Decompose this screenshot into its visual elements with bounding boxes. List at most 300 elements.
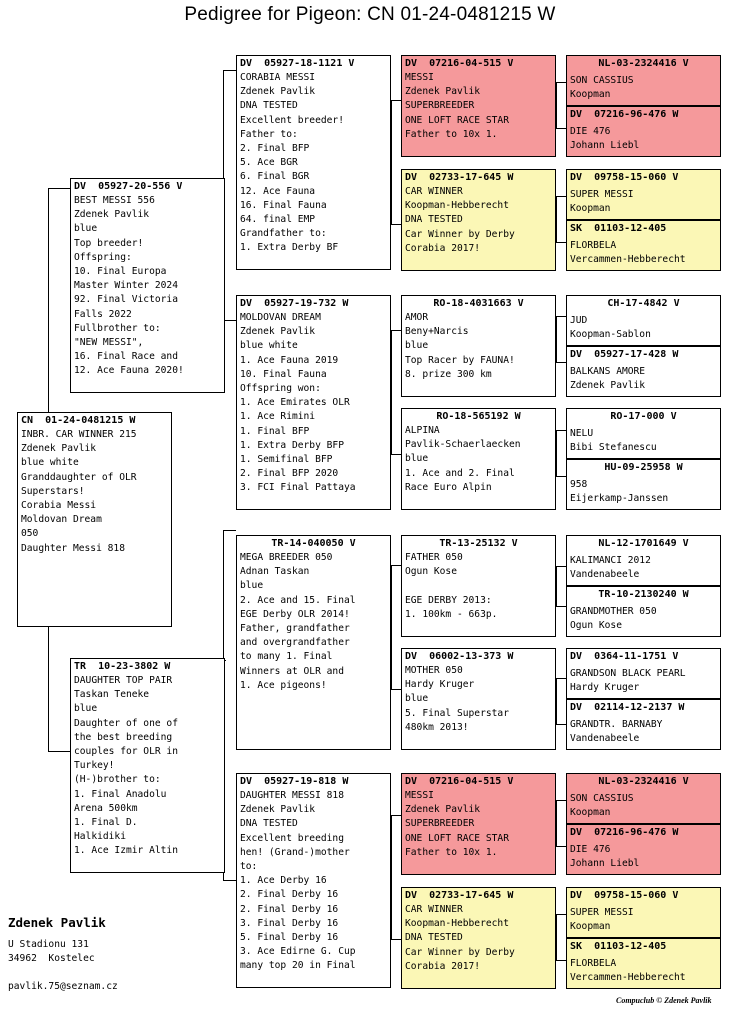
- ring-number: DV 07216-04-515 V: [405, 58, 514, 69]
- connector: [391, 330, 392, 454]
- card-line: Zdenek Pavlik: [240, 86, 316, 98]
- pigeon-card-sire-dam[interactable]: [236, 295, 391, 510]
- card-line: Father, grandfather: [240, 623, 350, 635]
- card-line: Father to:: [240, 128, 298, 140]
- connector: [556, 914, 566, 915]
- card-line: Corabia 2017!: [405, 960, 481, 972]
- pigeon-card-sss[interactable]: [401, 55, 556, 157]
- card-lines: [570, 792, 717, 820]
- card-lines: [570, 365, 717, 393]
- card-line: 10. Final Fauna: [240, 368, 327, 380]
- card-line: Daughter of one of: [74, 717, 178, 729]
- card-line: 1. Ace Rimini: [240, 411, 316, 423]
- card-line: Vercammen-Hebberecht: [570, 972, 686, 984]
- connector: [48, 188, 70, 189]
- card-line: 3. Ace Edirne G. Cup: [240, 946, 356, 958]
- pigeon-card-g5-7[interactable]: [566, 408, 721, 459]
- connector: [48, 627, 49, 751]
- card-line: Race Euro Alpin: [405, 481, 492, 493]
- card-line: Koopman-Sablon: [570, 329, 651, 341]
- connector: [556, 316, 557, 362]
- card-line: MEGA BREEDER 050: [240, 552, 333, 563]
- card-line: Grandfather to:: [240, 228, 327, 240]
- card-lines: [405, 311, 552, 382]
- connector: [556, 430, 566, 431]
- pigeon-card-g5-14[interactable]: [566, 824, 721, 875]
- pigeon-card-sdd[interactable]: [401, 408, 556, 510]
- card-line: blue white: [21, 457, 79, 469]
- card-line: Beny+Narcis: [405, 326, 469, 338]
- pigeon-card-g5-16[interactable]: [566, 938, 721, 989]
- card-line: Hardy Kruger: [570, 682, 640, 694]
- card-line: SUPERBREEDER: [405, 100, 475, 112]
- card-line: Master Winter 2024: [74, 280, 178, 292]
- card-lines: [74, 674, 221, 859]
- card-line: GRANDSON BLACK PEARL: [570, 668, 686, 679]
- card-line: Top Racer by FAUNA!: [405, 354, 515, 366]
- card-line: Ogun Kose: [570, 620, 622, 632]
- card-line: 1. Ace and 2. Final: [405, 467, 515, 479]
- card-line: Ogun Kose: [405, 566, 457, 578]
- card-line: Daughter Messi 818: [21, 542, 125, 554]
- card-line: DIE 476: [570, 844, 611, 855]
- card-line: 2. Final Derby 16: [240, 889, 339, 901]
- pigeon-card-sds[interactable]: [401, 295, 556, 397]
- card-line: blue: [405, 693, 429, 705]
- ring-number: DV 02114-12-2137 W: [570, 702, 685, 713]
- pigeon-card-dds[interactable]: [401, 773, 556, 875]
- connector: [391, 565, 392, 689]
- connector: [556, 678, 566, 679]
- card-line: INBR. CAR WINNER 215: [21, 429, 137, 440]
- ring-number: TR-14-040050 V: [271, 538, 356, 549]
- card-line: 1. Final D.: [74, 817, 138, 829]
- pigeon-card-subject[interactable]: [17, 412, 172, 627]
- ring-number: DV 02733-17-645 W: [405, 172, 514, 183]
- card-lines: [570, 188, 717, 216]
- card-line: Bibi Stefanescu: [570, 442, 657, 454]
- card-line: Zdenek Pavlik: [570, 380, 646, 392]
- card-line: blue: [405, 453, 429, 465]
- connector: [223, 530, 224, 660]
- card-lines: [570, 74, 717, 102]
- card-line: Eijerkamp-Janssen: [570, 493, 669, 505]
- card-line: MESSI: [405, 72, 434, 83]
- connector: [391, 815, 392, 939]
- card-line: 1. Ace Emirates OLR: [240, 397, 350, 409]
- owner-name: Zdenek Pavlik: [8, 915, 106, 930]
- connector: [556, 128, 566, 129]
- card-line: 480km 2013!: [405, 721, 469, 733]
- card-line: blue white: [240, 340, 298, 352]
- card-lines: [570, 239, 717, 267]
- ring-number: SK 01103-12-405: [570, 223, 667, 234]
- card-line: 2. Final BFP 2020: [240, 468, 339, 480]
- connector: [556, 914, 557, 960]
- card-line: 16. Final Race and: [74, 351, 178, 363]
- card-line: DNA TESTED: [240, 100, 298, 112]
- connector: [556, 846, 566, 847]
- card-line: Corabia Messi: [21, 500, 97, 512]
- card-line: AMOR: [405, 312, 429, 323]
- pigeon-card-g5-3[interactable]: [566, 169, 721, 220]
- card-line: 5. Ace BGR: [240, 157, 298, 169]
- connector: [556, 316, 566, 317]
- card-line: Fullbrother to:: [74, 322, 161, 334]
- card-lines: [240, 551, 387, 693]
- card-line: BEST MESSI 556: [74, 195, 155, 206]
- card-line: ALPINA: [405, 425, 440, 436]
- pigeon-card-g5-5[interactable]: [566, 295, 721, 346]
- connector: [391, 100, 401, 101]
- card-line: 12. Ace Fauna 2020!: [74, 365, 184, 377]
- card-line: NELU: [570, 428, 594, 439]
- card-line: Zdenek Pavlik: [74, 209, 150, 221]
- card-line: Superstars!: [21, 485, 85, 497]
- card-line: DIE 476: [570, 126, 611, 137]
- card-line: Turkey!: [74, 760, 115, 772]
- card-line: Koopman: [570, 89, 611, 101]
- pigeon-card-ssd[interactable]: [401, 169, 556, 271]
- owner-address-street: U Stadionu 131: [8, 939, 89, 950]
- card-line: 1. Final BFP: [240, 425, 310, 437]
- card-line: MESSI: [405, 790, 434, 801]
- pigeon-card-sire-sire[interactable]: [236, 55, 391, 270]
- connector: [391, 330, 401, 331]
- card-line: Johann Liebl: [570, 858, 640, 870]
- card-lines: [570, 554, 717, 582]
- card-line: 5. Final Superstar: [405, 707, 509, 719]
- ring-number: SK 01103-12-405: [570, 941, 667, 952]
- card-line: 2. Final Derby 16: [240, 903, 339, 915]
- card-line: DAUGHTER TOP PAIR: [74, 675, 173, 686]
- card-line: (H-)brother to:: [74, 774, 161, 786]
- card-lines: [405, 71, 552, 142]
- card-line: 1. 100km - 663p.: [405, 608, 498, 620]
- pigeon-card-g5-13[interactable]: [566, 773, 721, 824]
- connector: [391, 939, 401, 940]
- card-line: Granddaughter of OLR: [21, 471, 137, 483]
- card-line: SON CASSIUS: [570, 75, 634, 86]
- card-lines: [570, 667, 717, 695]
- card-line: Offspring:: [74, 251, 132, 263]
- connector: [391, 815, 401, 816]
- owner-address-city: 34962 Kostelec: [8, 953, 95, 964]
- ring-number: DV 02733-17-645 W: [405, 890, 514, 901]
- card-line: couples for OLR in: [74, 746, 178, 758]
- card-lines: [570, 906, 717, 934]
- pigeon-card-g5-15[interactable]: [566, 887, 721, 938]
- ring-number: HU-09-25958 W: [604, 462, 683, 473]
- connector: [556, 724, 566, 725]
- card-lines: [570, 605, 717, 633]
- connector: [556, 196, 557, 242]
- card-line: SUPER MESSI: [570, 907, 634, 918]
- card-line: BALKANS AMORE: [570, 366, 646, 377]
- ring-number: DV 05927-18-1121 V: [240, 58, 355, 69]
- card-lines: [570, 125, 717, 153]
- connector: [556, 800, 566, 801]
- card-line: 6. Final BGR: [240, 171, 310, 183]
- card-line: Father to 10x 1.: [405, 846, 498, 858]
- connector: [48, 188, 49, 412]
- card-line: 8. prize 300 km: [405, 368, 492, 380]
- connector: [556, 82, 566, 83]
- page-title: Pedigree for Pigeon: CN 01-24-0481215 W: [184, 4, 556, 25]
- card-line: Car Winner by Derby: [405, 946, 515, 958]
- card-line: Excellent breeding: [240, 832, 344, 844]
- card-line: Excellent breeder!: [240, 114, 344, 126]
- card-line: 1. Ace Fauna 2019: [240, 354, 339, 366]
- card-line: 10. Final Europa: [74, 266, 167, 278]
- card-line: Zdenek Pavlik: [21, 443, 97, 455]
- card-line: "NEW MESSI",: [74, 337, 144, 349]
- card-line: and overgrandfather: [240, 637, 350, 649]
- card-line: MOTHER 050: [405, 665, 463, 676]
- card-lines: [405, 664, 552, 735]
- connector: [556, 82, 557, 128]
- card-line: ONE LOFT RACE STAR: [405, 114, 509, 126]
- connector: [556, 566, 566, 567]
- pigeon-card-g5-2[interactable]: [566, 106, 721, 157]
- ring-number: CN 01-24-0481215 W: [21, 415, 136, 426]
- ring-number: TR-10-2130240 W: [598, 589, 689, 600]
- pigeon-card-g5-11[interactable]: [566, 648, 721, 699]
- ring-number: TR 10-23-3802 W: [74, 661, 171, 672]
- card-line: hen! (Grand-)mother: [240, 846, 350, 858]
- card-line: 1. Semifinal BFP: [240, 454, 333, 466]
- ring-number: RO-18-565192 W: [436, 411, 521, 422]
- card-line: Arena 500km: [74, 802, 138, 814]
- ring-number: DV 09758-15-060 V: [570, 890, 679, 901]
- card-line: Koopman-Hebberecht: [405, 200, 509, 212]
- card-line: DNA TESTED: [240, 818, 298, 830]
- card-line: 1. Ace Derby 16: [240, 875, 327, 887]
- ring-number: CH-17-4842 V: [607, 298, 680, 309]
- card-line: Taskan Teneke: [74, 689, 150, 701]
- card-line: Father to 10x 1.: [405, 128, 498, 140]
- card-line: Hardy Kruger: [405, 679, 475, 691]
- card-line: Koopman-Hebberecht: [405, 918, 509, 930]
- card-line: Vercammen-Hebberecht: [570, 254, 686, 266]
- pigeon-card-g5-8[interactable]: [566, 459, 721, 510]
- connector: [223, 70, 224, 190]
- card-line: 92. Final Victoria: [74, 294, 178, 306]
- connector: [556, 476, 566, 477]
- card-line: to many 1. Final: [240, 651, 333, 663]
- ring-number: DV 07216-04-515 V: [405, 776, 514, 787]
- ring-number: DV 0364-11-1751 V: [570, 651, 679, 662]
- footer-credit: Compuclub © Zdenek Pavlik: [616, 996, 712, 1005]
- card-lines: [570, 427, 717, 455]
- card-line: Pavlik-Schaerlaecken: [405, 439, 521, 451]
- card-line: KALIMANCI 2012: [570, 555, 651, 566]
- connector: [391, 565, 401, 566]
- card-lines: [405, 903, 552, 974]
- ring-number: NL-12-1701649 V: [598, 538, 689, 549]
- card-lines: [240, 311, 387, 496]
- connector: [391, 224, 401, 225]
- connector: [556, 362, 566, 363]
- card-lines: [405, 551, 552, 622]
- ring-number: DV 05927-20-556 V: [74, 181, 183, 192]
- pigeon-card-g5-9[interactable]: [566, 535, 721, 586]
- card-line: MOLDOVAN DREAM: [240, 312, 321, 323]
- card-lines: [21, 428, 168, 556]
- connector: [556, 196, 566, 197]
- card-line: 1. Ace Izmir Altin: [74, 845, 178, 857]
- connector: [48, 751, 70, 752]
- connector: [556, 606, 566, 607]
- ring-number: NL-03-2324416 V: [598, 776, 689, 787]
- card-lines: [570, 314, 717, 342]
- card-line: 1. Extra Derby BFP: [240, 439, 344, 451]
- card-line: SUPERBREEDER: [405, 818, 475, 830]
- card-line: Offspring won:: [240, 383, 321, 395]
- ring-number: DV 09758-15-060 V: [570, 172, 679, 183]
- card-line: 64. final EMP: [240, 214, 316, 226]
- card-line: EGE DERBY 2013:: [405, 594, 492, 606]
- card-line: DNA TESTED: [405, 932, 463, 944]
- connector: [223, 70, 236, 71]
- pigeon-card-dam[interactable]: [70, 658, 225, 873]
- card-lines: [570, 957, 717, 985]
- card-line: blue: [240, 580, 264, 592]
- card-line: [405, 579, 552, 593]
- card-line: 1. Ace pigeons!: [240, 679, 327, 691]
- connector: [391, 100, 392, 224]
- card-line: 1. Extra Derby BF: [240, 242, 339, 254]
- card-line: many top 20 in Final: [240, 960, 356, 972]
- card-line: GRANDTR. BARNABY: [570, 719, 663, 730]
- card-lines: [240, 789, 387, 974]
- card-line: EGE Derby OLR 2014!: [240, 608, 350, 620]
- card-lines: [405, 185, 552, 256]
- ring-number: DV 06002-13-373 W: [405, 651, 514, 662]
- pigeon-card-dam-sire[interactable]: [236, 535, 391, 750]
- connector: [391, 689, 401, 690]
- owner-email[interactable]: pavlik.75@seznam.cz: [8, 981, 118, 992]
- connector: [556, 566, 557, 606]
- card-line: FATHER 050: [405, 552, 463, 563]
- pigeon-card-g5-12[interactable]: [566, 699, 721, 750]
- card-line: Koopman: [570, 807, 611, 819]
- connector: [223, 530, 236, 531]
- connector: [391, 454, 401, 455]
- card-line: Halkidiki: [74, 831, 126, 843]
- card-line: Falls 2022: [74, 308, 132, 320]
- card-line: Corabia 2017!: [405, 242, 481, 254]
- ring-number: DV 05927-19-732 W: [240, 298, 349, 309]
- connector: [556, 242, 566, 243]
- pigeon-card-g5-1[interactable]: [566, 55, 721, 106]
- card-line: Koopman: [570, 921, 611, 933]
- card-line: 2. Final BFP: [240, 143, 310, 155]
- card-lines: [570, 718, 717, 746]
- card-lines: [74, 194, 221, 379]
- card-line: Zdenek Pavlik: [405, 804, 481, 816]
- pigeon-card-g5-10[interactable]: [566, 586, 721, 637]
- card-line: Vandenabeele: [570, 569, 640, 581]
- ring-number: NL-03-2324416 V: [598, 58, 689, 69]
- card-line: 3. FCI Final Pattaya: [240, 482, 356, 494]
- card-line: 12. Ace Fauna: [240, 185, 316, 197]
- connector: [556, 430, 557, 476]
- connector: [556, 678, 557, 724]
- connector: [556, 960, 566, 961]
- pigeon-card-sire[interactable]: [70, 178, 225, 393]
- pigeon-card-dss[interactable]: [401, 535, 556, 637]
- ring-number: DV 05927-19-818 W: [240, 776, 349, 787]
- card-line: Adnan Taskan: [240, 566, 310, 578]
- pigeon-card-dsd[interactable]: [401, 648, 556, 750]
- card-line: FLORBELA: [570, 240, 617, 251]
- card-line: CAR WINNER: [405, 186, 463, 197]
- card-line: 5. Final Derby 16: [240, 932, 339, 944]
- card-line: Top breeder!: [74, 237, 144, 249]
- card-line: Zdenek Pavlik: [405, 86, 481, 98]
- card-line: SUPER MESSI: [570, 189, 634, 200]
- card-line: CORABIA MESSI: [240, 72, 316, 83]
- card-line: 958: [570, 479, 588, 490]
- pigeon-card-dam-dam[interactable]: [236, 773, 391, 988]
- card-lines: [240, 71, 387, 256]
- connector: [223, 880, 236, 881]
- card-line: Winners at OLR and: [240, 665, 344, 677]
- card-line: GRANDMOTHER 050: [570, 606, 657, 617]
- card-line: DNA TESTED: [405, 214, 463, 226]
- card-lines: [405, 424, 552, 495]
- pigeon-card-g5-6[interactable]: [566, 346, 721, 397]
- card-line: SON CASSIUS: [570, 793, 634, 804]
- card-line: the best breeding: [74, 731, 173, 743]
- connector: [556, 800, 557, 846]
- card-line: JUD: [570, 315, 588, 326]
- card-lines: [405, 789, 552, 860]
- card-line: Johann Liebl: [570, 140, 640, 152]
- card-line: blue: [74, 223, 98, 235]
- card-line: 3. Final Derby 16: [240, 917, 339, 929]
- ring-number: RO-17-000 V: [610, 411, 677, 422]
- card-line: FLORBELA: [570, 958, 617, 969]
- card-line: Moldovan Dream: [21, 514, 102, 526]
- pigeon-card-g5-4[interactable]: [566, 220, 721, 271]
- ring-number: RO-18-4031663 V: [433, 298, 524, 309]
- card-lines: [570, 843, 717, 871]
- card-line: 16. Final Fauna: [240, 199, 327, 211]
- card-line: Koopman: [570, 203, 611, 215]
- card-line: 1. Final Anadolu: [74, 788, 167, 800]
- card-line: Zdenek Pavlik: [240, 804, 316, 816]
- ring-number: TR-13-25132 V: [439, 538, 518, 549]
- card-line: 050: [21, 528, 39, 540]
- card-line: ONE LOFT RACE STAR: [405, 832, 509, 844]
- card-line: Vandenabeele: [570, 733, 640, 745]
- ring-number: DV 07216-96-476 W: [570, 109, 679, 120]
- card-line: DAUGHTER MESSI 818: [240, 790, 344, 801]
- card-line: blue: [405, 340, 429, 352]
- card-line: Zdenek Pavlik: [240, 326, 316, 338]
- ring-number: DV 05927-17-428 W: [570, 349, 679, 360]
- ring-number: DV 07216-96-476 W: [570, 827, 679, 838]
- card-line: to:: [240, 861, 258, 873]
- card-line: CAR WINNER: [405, 904, 463, 915]
- card-line: Car Winner by Derby: [405, 228, 515, 240]
- card-line: blue: [74, 703, 98, 715]
- pigeon-card-ddd[interactable]: [401, 887, 556, 989]
- card-line: 2. Ace and 15. Final: [240, 594, 356, 606]
- card-lines: [570, 478, 717, 506]
